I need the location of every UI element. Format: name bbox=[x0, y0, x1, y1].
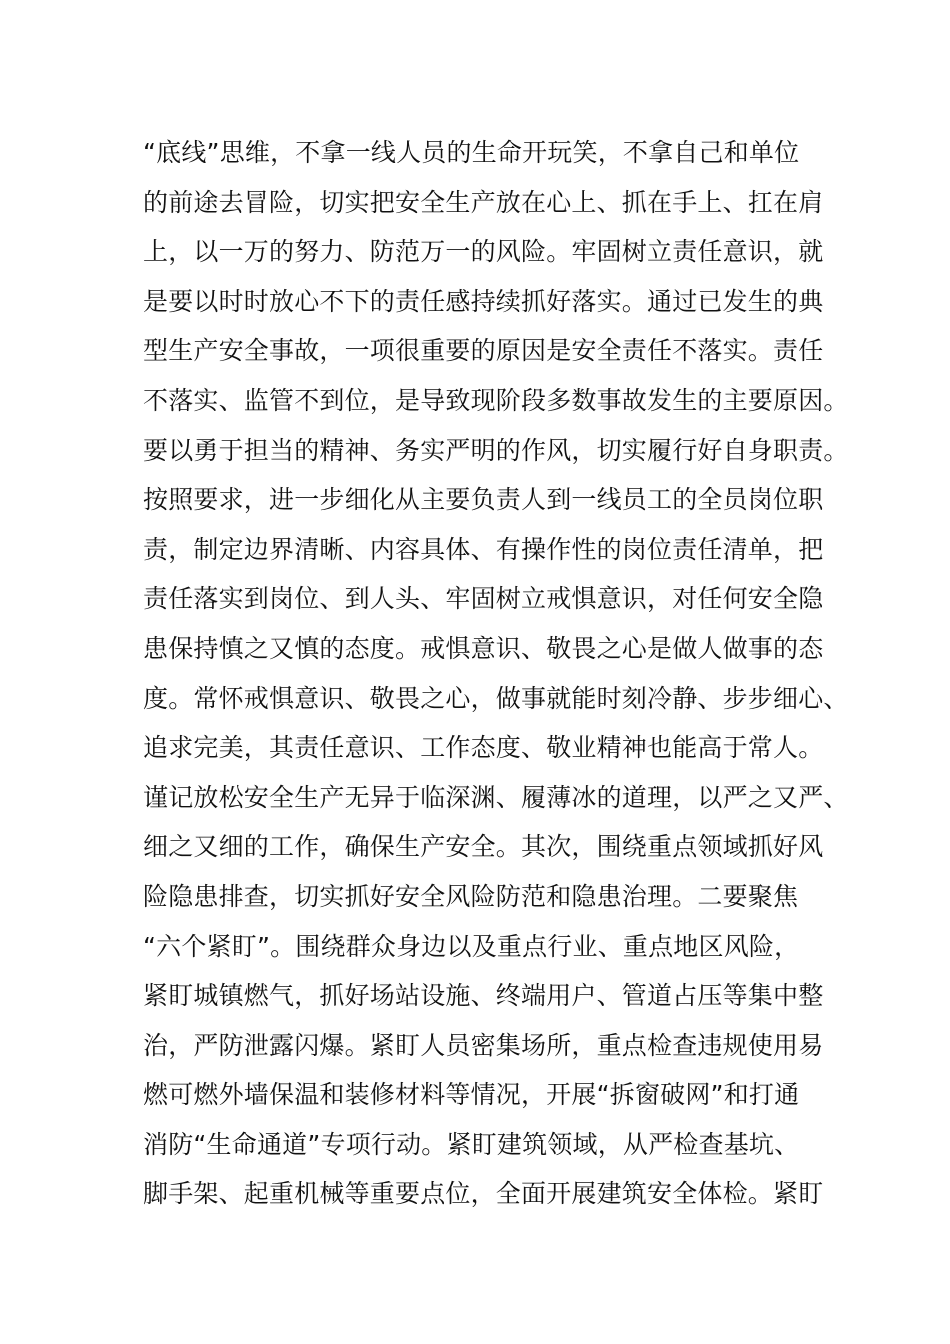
body-text bbox=[143, 128, 849, 1219]
text-line: 紧盯城镇燃气，抓好场站设施、终端用户、管道占压等集中整 bbox=[143, 981, 824, 1011]
text-line: 细之又细的工作，确保生产安全。其次，围绕重点领域抓好风 bbox=[143, 832, 824, 862]
text-line: 要以勇于担当的精神、务实严明的作风，切实履行好自身职责。 bbox=[143, 435, 849, 465]
text-line: 谨记放松安全生产无异于临深渊、履薄冰的道理，以严之又严、 bbox=[143, 782, 849, 812]
text-line: 追求完美，其责任意识、工作态度、敬业精神也能高于常人。 bbox=[143, 733, 824, 763]
text-line: 上，以一万的努力、防范万一的风险。牢固树立责任意识，就 bbox=[143, 237, 824, 267]
text-line: 责，制定边界清晰、内容具体、有操作性的岗位责任清单，把 bbox=[143, 534, 824, 564]
text-line: 治，严防泄露闪爆。紧盯人员密集场所，重点检查违规使用易 bbox=[143, 1030, 824, 1060]
text-line: “底线”思维，不拿一线人员的生命开玩笑，不拿自己和单位 bbox=[143, 138, 800, 167]
text-line: 燃可燃外墙保温和装修材料等情况，开展“拆窗破网”和打通 bbox=[143, 1080, 800, 1110]
text-line: 不落实、监管不到位，是导致现阶段多数事故发生的主要原因。 bbox=[143, 385, 849, 415]
text-line: “六个紧盯”。围绕群众身边以及重点行业、重点地区风险， bbox=[143, 931, 800, 961]
text-line: 责任落实到岗位、到人头、牢固树立戒惧意识，对任何安全隐 bbox=[143, 584, 824, 614]
text-line: 的前途去冒险，切实把安全生产放在心上、抓在手上、扛在肩 bbox=[143, 187, 824, 217]
text-line: 消防“生命通道”专项行动。紧盯建筑领域，从严检查基坑、 bbox=[143, 1129, 800, 1159]
text-line: 脚手架、起重机械等重要点位，全面开展建筑安全体检。紧盯 bbox=[143, 1179, 824, 1209]
text-line: 是要以时时放心不下的责任感持续抓好落实。通过已发生的典 bbox=[143, 286, 824, 316]
text-line: 型生产安全事故，一项很重要的原因是安全责任不落实。责任 bbox=[143, 336, 824, 366]
text-line: 度。常怀戒惧意识、敬畏之心，做事就能时刻冷静、步步细心、 bbox=[143, 683, 849, 713]
text-line: 患保持慎之又慎的态度。戒惧意识、敬畏之心是做人做事的态 bbox=[143, 633, 824, 663]
text-line: 按照要求，进一步细化从主要负责人到一线员工的全员岗位职 bbox=[143, 485, 824, 515]
text-line: 险隐患排查，切实抓好安全风险防范和隐患治理。二要聚焦 bbox=[143, 881, 799, 911]
